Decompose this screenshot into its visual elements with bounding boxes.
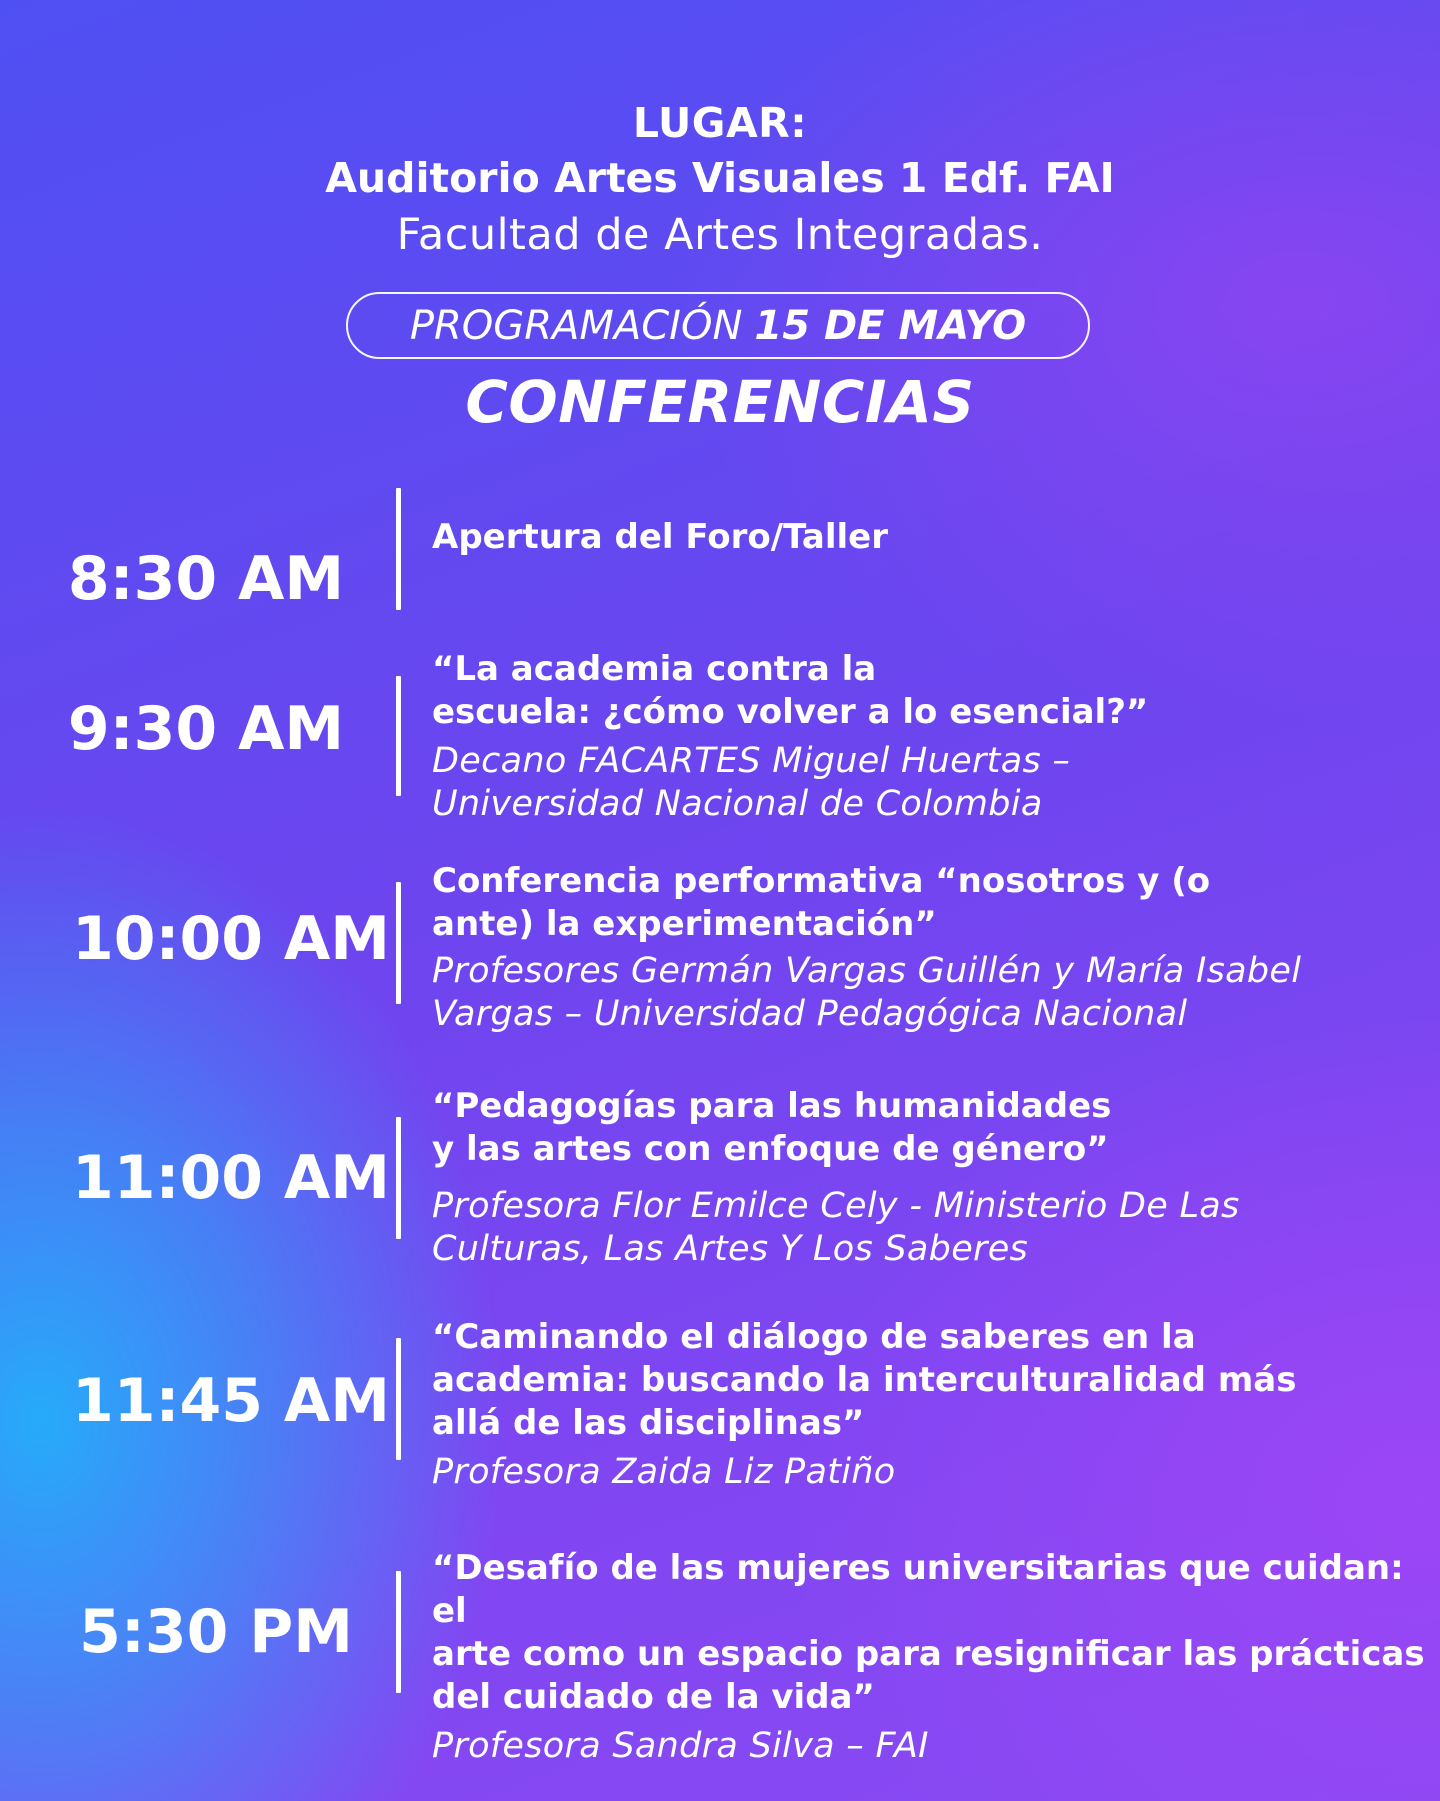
timeline-divider — [396, 1571, 401, 1693]
talk-title: Conferencia performativa “nosotros y (o ante) la experimentación” — [432, 861, 1211, 944]
schedule-time: 11:45 AM — [72, 1366, 391, 1436]
venue-faculty: Facultad de Artes Integradas. — [396, 210, 1044, 260]
programacion-date: 15 DE MAYO — [754, 302, 1027, 349]
venue-name: Auditorio Artes Visuales 1 Edf. FAI — [325, 154, 1115, 202]
talk-title: “Desafío de las mujeres universitarias que cuidan: el arte como un espacio para resignificar las prácticas del cuidado de la vida” — [432, 1548, 1425, 1717]
talk-title: “Caminando el diálogo de saberes en la academia: buscando la interculturalidad más allá de las disciplinas” — [432, 1317, 1297, 1443]
schedule-time: 5:30 PM — [79, 1597, 353, 1667]
talk-speaker: Decano FACARTES Miguel Huertas – Universidad Nacional de Colombia — [432, 741, 1071, 824]
venue-header — [0, 96, 1440, 264]
talk-title: Apertura del Foro/Taller — [432, 517, 889, 557]
schedule-description — [432, 516, 1432, 559]
talk-speaker: Profesora Zaida Liz Patiño — [432, 1452, 896, 1492]
talk-speaker: Profesora Flor Emilce Cely - Ministerio De Las Culturas, Las Artes Y Los Saberes — [432, 1186, 1240, 1269]
timeline-divider — [396, 1338, 401, 1460]
schedule-description — [432, 860, 1432, 1036]
schedule-description — [432, 1316, 1432, 1494]
talk-title: “Pedagogías para las humanidades y las artes con enfoque de género” — [432, 1086, 1112, 1169]
schedule-time: 11:00 AM — [72, 1143, 391, 1213]
talk-speaker: Profesores Germán Vargas Guillén y María Isabel Vargas – Universidad Pedagógica Nacional — [432, 951, 1302, 1034]
section-title: CONFERENCIAS — [465, 368, 975, 436]
schedule-time: 8:30 AM — [67, 544, 345, 614]
schedule-time: 10:00 AM — [72, 904, 391, 974]
schedule-description — [432, 1547, 1432, 1768]
lugar-label: LUGAR: — [632, 99, 808, 147]
schedule-description — [432, 1085, 1432, 1271]
timeline-divider — [396, 1117, 401, 1239]
programacion-date-pill — [346, 292, 1090, 359]
programacion-label: PROGRAMACIÓN — [409, 302, 743, 349]
timeline-divider — [396, 676, 401, 796]
timeline-divider — [396, 882, 401, 1004]
talk-title: “La academia contra la escuela: ¿cómo volver a lo esencial?” — [432, 649, 1149, 732]
schedule-time: 9:30 AM — [67, 694, 345, 764]
schedule-description — [432, 648, 1432, 826]
timeline-divider — [396, 488, 401, 610]
talk-speaker: Profesora Sandra Silva – FAI — [432, 1726, 929, 1766]
